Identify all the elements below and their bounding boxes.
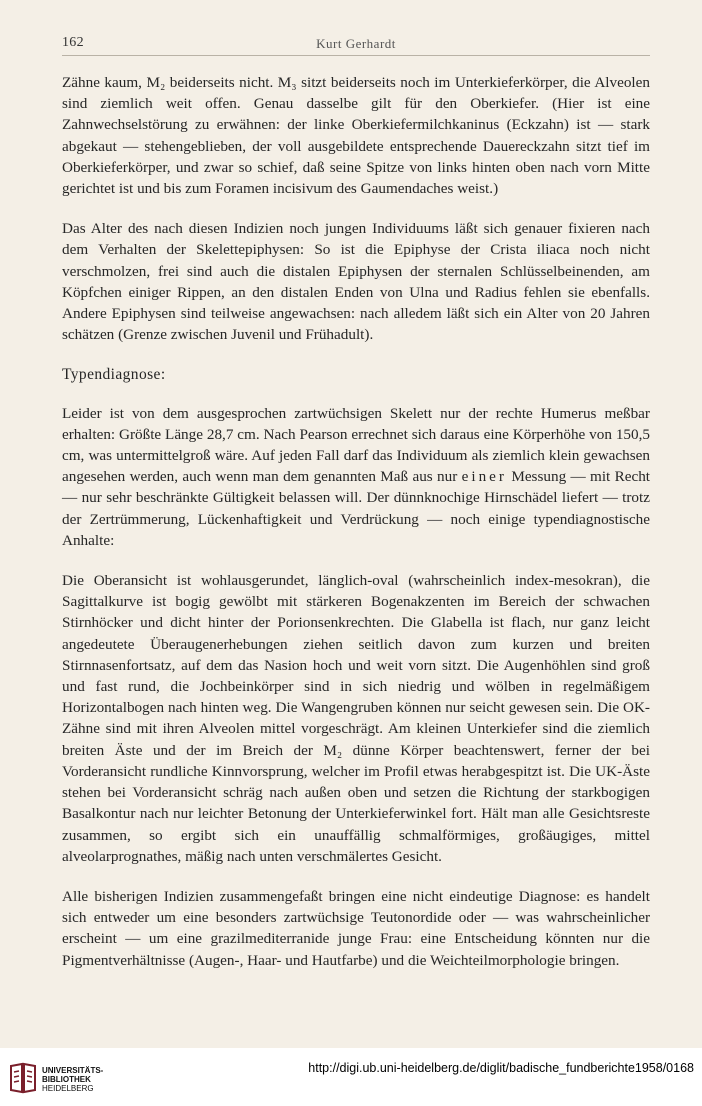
library-line: BIBLIOTHEK [42,1075,91,1084]
paragraph: Alle bisherigen Indizien zusammengefaßt bringen eine nicht eindeutige Diagnose: es handelt sich entweder um eine besonders zartwüchsige Teutonordide oder — was wahrscheinlicher erscheint — um eine grazilmediterranide junge Frau: eine Entscheidung könnten nur die Pigmentverhältnisse (Augen-, Haar- und Hautfarbe) und die Weichteilmorphologie bringen. [62,887,650,969]
library-name [42,1066,103,1093]
paragraph-text: Messung — mit Recht — nur sehr beschränkte Gültigkeit belassen will. Der dünnknochige Hirnschädel liefert — trotz der Zertrümmerung, Lückenhaftigkeit und Verdrückung — noch einige typendiagnostische Anhalte: [62,468,651,549]
page-body [62,72,650,990]
paragraph: Die Oberansicht ist wohlausgerundet, länglich-oval (wahrscheinlich index-mesokran), die Sagittalkurve ist bogig gewölbt mit stärkeren Bogenakzenten im Bereich der schwachen Stirnhöcker und dicht hinter der Porionsenkrechten. Die Glabella ist flach, nur ganz leicht angedeutete Überaugenerhebungen ziehen seitlich davon zum kurzen und breiten Stirnnasenfortsatz, auf dem das Nasion hoch und weit vorn sitzt. Die Augenhöhlen sind groß und fast rund, die Jochbeinkörper sind in sich niedrig und wölben in regelmäßigem Horizontalbogen nach hinten weg. Die Wangengruben können nur seicht gewesen sein. Die OK-Zähne sind mit ihren Alveolen mittel vorgeschrägt. Am kleinen Unterkiefer sind die ziemlich breiten Äste und der im Breich der M₂ dünne Körper beachtenswert, ferner der bei Vorderansicht rundliche Kinnvorsprung, welcher im Profil etwas herabgespitzt ist. Die UK-Äste stehen bei Vorderansicht schräg nach außen oben und setzen die Richtung der starkbogigen Basalkontur nach nur leichter Betonung der Unterkieferwinkel fort. Hält man alle Gesichtsreste zusammen, so ergibt sich ein unauffällig schmalförmiges, großäugiges, mittel alveolarprognathes, mäßig nach unten verschmälertes Gesicht. [62,572,650,865]
running-header [62,33,650,56]
source-url[interactable]: http://digi.ub.uni-heidelberg.de/diglit/badische_fundberichte1958/0168 [308,1061,694,1075]
running-author: Kurt Gerhardt [316,36,396,51]
section-heading: Typendiagnose: [62,366,166,384]
spaced-emphasis: einer [461,468,507,486]
paragraph [62,403,650,551]
paragraph: Das Alter des nach diesen Indizien noch jungen Individuums läßt sich genauer fixieren nach dem Verhalten der Skelettepiphysen: So ist die Epiphyse der Crista iliaca noch nicht verschmolzen, frei sind auch die distalen Epiphysen der sternalen Schlüsselbeinenden, am Köpfchen einiger Rippen, an den distalen Enden von Ulna und Radius fehlen sie ebenfalls. Andere Epiphysen sind teilweise angewachsen: nach alledem läßt sich ein Alter von 20 Jahren schätzen (Grenze zwischen Juvenil und Frühadult). [62,220,650,344]
paragraph: Zähne kaum, M₂ beiderseits nicht. M₃ sitzt beiderseits noch im Unterkieferkörper, die Alveolen sind ziemlich weit offen. Genau dasselbe gilt für den Oberkiefer. (Hier ist eine Zahnwechselstörung zu erwähnen: der linke Oberkiefermilchkaninus (Eckzahn) ist — stark abgekaut — stehengeblieben, der voll ausgebildete entsprechende Dauereckzahn sitzt tief im Oberkieferkörper, und zwar so schief, daß seine Spitze von links hinten oben nach vorn Mitte gerichtet ist und bis zum Foramen incisivum des Gaumendaches weist.) [62,74,650,198]
paragraph-text: Leider ist von dem ausgesprochen zartwüchsigen Skelett nur der rechte Humerus meßbar erhalten: Größte Länge 28,7 cm. Nach Pearson errechnet sich daraus eine Körperhöhe von 150,5 cm, was untermittelgroß wäre. Auf jeden Fall darf das Individuum als ziemlich klein gewachsen angesehen werden, auch wenn man dem genannten Maß aus nur [62,404,650,486]
digitization-footer [0,1048,702,1106]
library-line: UNIVERSITÄTS- [42,1066,104,1075]
page-number: 162 [62,35,84,50]
heidelberg-library-logo-icon [8,1062,38,1094]
library-line: HEIDELBERG [42,1084,94,1093]
